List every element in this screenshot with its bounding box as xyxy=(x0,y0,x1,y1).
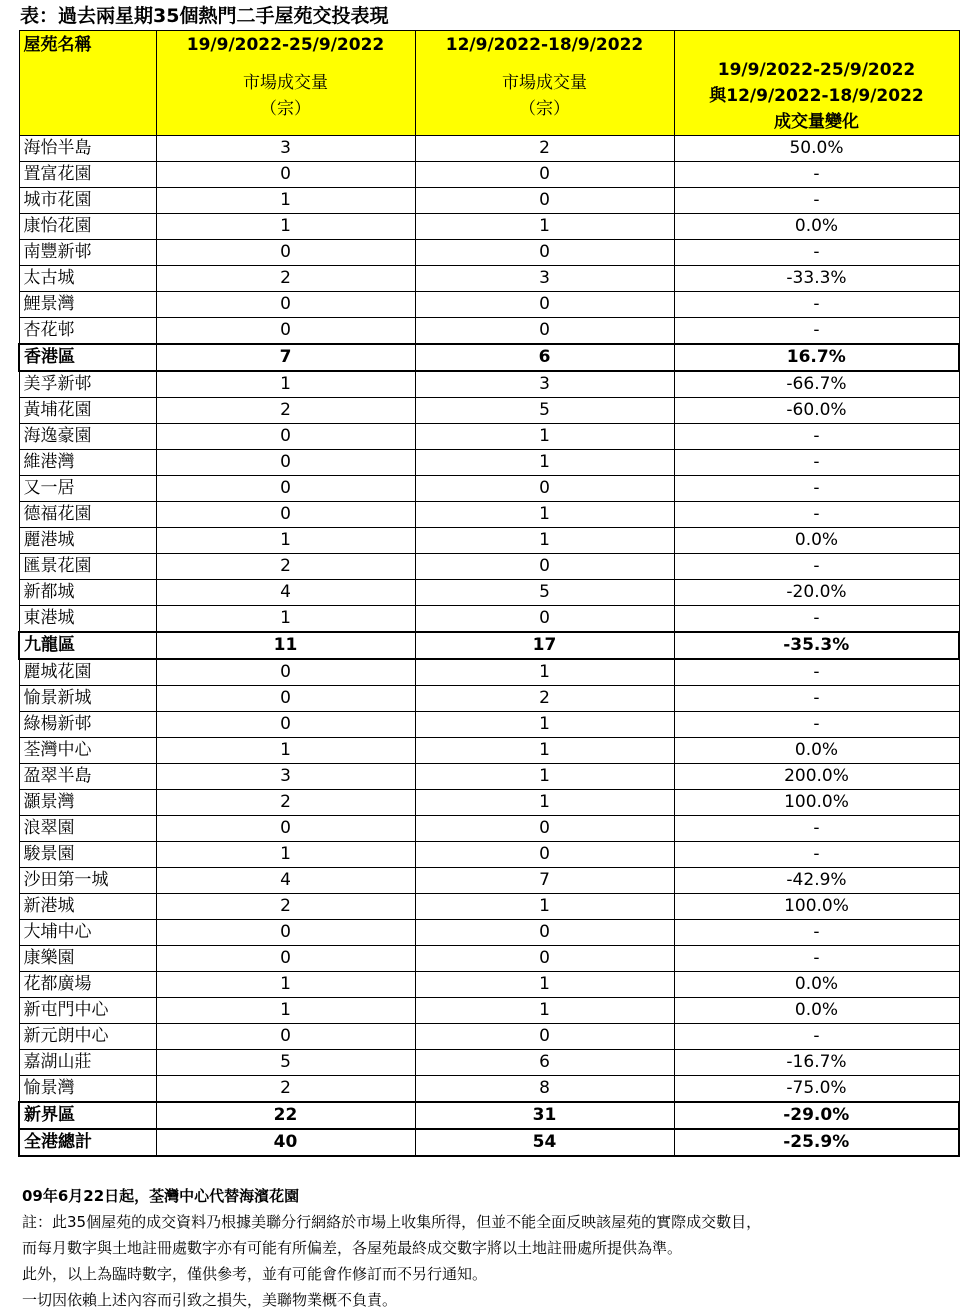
period-1-volume-cell: 0 xyxy=(156,162,415,188)
change-cell: 200.0% xyxy=(674,764,959,790)
estate-name-cell: 杏花邨 xyxy=(19,318,156,345)
header-period-2-volume: 市場成交量 xyxy=(502,73,587,93)
subtotal-row xyxy=(19,344,959,371)
header-period-1 xyxy=(156,31,415,136)
estate-name-cell: 灝景灣 xyxy=(19,790,156,816)
change-cell: - xyxy=(674,162,959,188)
header-period-1-volume: 市場成交量 xyxy=(243,73,328,93)
estate-name-cell: 南豐新邨 xyxy=(19,240,156,266)
change-cell: 16.7% xyxy=(674,344,959,371)
period-1-volume-cell: 11 xyxy=(156,632,415,659)
table-row xyxy=(19,790,959,816)
estate-name-cell: 又一居 xyxy=(19,476,156,502)
period-2-volume-cell: 6 xyxy=(415,1050,674,1076)
change-cell: - xyxy=(674,920,959,946)
table-row xyxy=(19,659,959,686)
period-2-volume-cell: 2 xyxy=(415,686,674,712)
period-2-volume-cell: 0 xyxy=(415,476,674,502)
change-cell: -25.9% xyxy=(674,1129,959,1156)
table-row xyxy=(19,868,959,894)
period-2-volume-cell: 1 xyxy=(415,214,674,240)
period-1-volume-cell: 22 xyxy=(156,1102,415,1129)
period-1-volume-cell: 0 xyxy=(156,712,415,738)
period-2-volume-cell: 0 xyxy=(415,946,674,972)
header-period-2-unit: （宗） xyxy=(519,99,570,119)
period-1-volume-cell: 0 xyxy=(156,240,415,266)
table-row xyxy=(19,528,959,554)
period-2-volume-cell: 1 xyxy=(415,450,674,476)
estate-name-cell: 綠楊新邨 xyxy=(19,712,156,738)
table-row xyxy=(19,920,959,946)
change-cell: 50.0% xyxy=(674,136,959,162)
period-1-volume-cell: 4 xyxy=(156,580,415,606)
table-row xyxy=(19,842,959,868)
change-cell: -20.0% xyxy=(674,580,959,606)
table-row xyxy=(19,188,959,214)
estate-name-cell: 海逸豪園 xyxy=(19,424,156,450)
table-row xyxy=(19,371,959,398)
change-cell: -35.3% xyxy=(674,632,959,659)
period-2-volume-cell: 7 xyxy=(415,868,674,894)
estate-name-cell: 康樂園 xyxy=(19,946,156,972)
table-row xyxy=(19,554,959,580)
period-2-volume-cell: 1 xyxy=(415,502,674,528)
change-cell: -29.0% xyxy=(674,1102,959,1129)
period-2-volume-cell: 1 xyxy=(415,659,674,686)
table-row xyxy=(19,580,959,606)
period-2-volume-cell: 1 xyxy=(415,894,674,920)
period-1-volume-cell: 0 xyxy=(156,502,415,528)
change-cell: - xyxy=(674,502,959,528)
header-change-line-3: 成交量變化 xyxy=(774,112,859,132)
change-cell: - xyxy=(674,659,959,686)
estate-name-cell: 愉景灣 xyxy=(19,1076,156,1103)
period-1-volume-cell: 0 xyxy=(156,292,415,318)
table-title: 表：過去兩星期35個熱門二手屋苑交投表現 xyxy=(20,5,389,27)
period-2-volume-cell: 5 xyxy=(415,580,674,606)
change-cell: 100.0% xyxy=(674,894,959,920)
period-1-volume-cell: 0 xyxy=(156,946,415,972)
change-cell: - xyxy=(674,240,959,266)
subtotal-row xyxy=(19,1102,959,1129)
period-1-volume-cell: 1 xyxy=(156,371,415,398)
table-row xyxy=(19,686,959,712)
change-cell: 0.0% xyxy=(674,214,959,240)
period-2-volume-cell: 0 xyxy=(415,554,674,580)
table-row xyxy=(19,292,959,318)
header-period-1-dates: 19/9/2022-25/9/2022 xyxy=(186,35,385,55)
estate-name-cell: 浪翠園 xyxy=(19,816,156,842)
period-2-volume-cell: 1 xyxy=(415,712,674,738)
estate-name-cell: 新屯門中心 xyxy=(19,998,156,1024)
change-cell: -60.0% xyxy=(674,398,959,424)
estate-name-cell: 太古城 xyxy=(19,266,156,292)
estate-name-cell: 盈翠半島 xyxy=(19,764,156,790)
footnote-disclaimer-2: 而每月數字與土地註冊處數字亦有可能有所偏差，各屋苑最終成交數字將以土地註冊處所提供為準。 xyxy=(22,1239,683,1257)
period-1-volume-cell: 0 xyxy=(156,659,415,686)
period-2-volume-cell: 17 xyxy=(415,632,674,659)
estate-name-cell: 新都城 xyxy=(19,580,156,606)
estate-name-cell: 美孚新邨 xyxy=(19,371,156,398)
period-1-volume-cell: 3 xyxy=(156,764,415,790)
table-row xyxy=(19,424,959,450)
table-row xyxy=(19,502,959,528)
period-1-volume-cell: 2 xyxy=(156,894,415,920)
period-2-volume-cell: 5 xyxy=(415,398,674,424)
table-row xyxy=(19,1050,959,1076)
period-1-volume-cell: 2 xyxy=(156,790,415,816)
period-2-volume-cell: 1 xyxy=(415,424,674,450)
header-change-line-1: 19/9/2022-25/9/2022 xyxy=(717,60,916,80)
table-row xyxy=(19,214,959,240)
estate-name-cell: 大埔中心 xyxy=(19,920,156,946)
table-row xyxy=(19,240,959,266)
table-row xyxy=(19,318,959,345)
period-1-volume-cell: 0 xyxy=(156,318,415,345)
estate-name-cell: 麗城花園 xyxy=(19,659,156,686)
estate-name-cell: 九龍區 xyxy=(19,632,156,659)
estate-name-cell: 新界區 xyxy=(19,1102,156,1129)
change-cell: -75.0% xyxy=(674,1076,959,1103)
estate-name-cell: 匯景花園 xyxy=(19,554,156,580)
estate-name-cell: 嘉湖山莊 xyxy=(19,1050,156,1076)
table-row xyxy=(19,764,959,790)
period-1-volume-cell: 5 xyxy=(156,1050,415,1076)
estate-name-cell: 東港城 xyxy=(19,606,156,633)
period-1-volume-cell: 1 xyxy=(156,528,415,554)
period-2-volume-cell: 1 xyxy=(415,738,674,764)
period-1-volume-cell: 3 xyxy=(156,136,415,162)
table-row xyxy=(19,894,959,920)
estate-name-cell: 花都廣場 xyxy=(19,972,156,998)
estate-name-cell: 全港總計 xyxy=(19,1129,156,1156)
header-estate-name: 屋苑名稱 xyxy=(19,31,156,136)
period-2-volume-cell: 0 xyxy=(415,606,674,633)
table-row xyxy=(19,712,959,738)
estate-name-cell: 海怡半島 xyxy=(19,136,156,162)
change-cell: -42.9% xyxy=(674,868,959,894)
change-cell: - xyxy=(674,292,959,318)
period-2-volume-cell: 0 xyxy=(415,188,674,214)
footnote-replacement: 09年6月22日起，荃灣中心代替海濱花園 xyxy=(22,1187,300,1205)
period-2-volume-cell: 1 xyxy=(415,998,674,1024)
table-row xyxy=(19,738,959,764)
estate-name-cell: 荃灣中心 xyxy=(19,738,156,764)
table-row xyxy=(19,972,959,998)
period-1-volume-cell: 0 xyxy=(156,686,415,712)
table-row xyxy=(19,1076,959,1103)
change-cell: -33.3% xyxy=(674,266,959,292)
period-2-volume-cell: 1 xyxy=(415,972,674,998)
period-1-volume-cell: 2 xyxy=(156,398,415,424)
header-period-2 xyxy=(415,31,674,136)
period-2-volume-cell: 0 xyxy=(415,318,674,345)
change-cell: - xyxy=(674,686,959,712)
change-cell: -66.7% xyxy=(674,371,959,398)
header-period-1-unit: （宗） xyxy=(260,99,311,119)
period-1-volume-cell: 1 xyxy=(156,738,415,764)
estate-name-cell: 鯉景灣 xyxy=(19,292,156,318)
period-2-volume-cell: 31 xyxy=(415,1102,674,1129)
period-1-volume-cell: 2 xyxy=(156,554,415,580)
header-change-line-2: 與12/9/2022-18/9/2022 xyxy=(709,86,924,106)
estate-name-cell: 維港灣 xyxy=(19,450,156,476)
table-row xyxy=(19,946,959,972)
change-cell: - xyxy=(674,946,959,972)
period-2-volume-cell: 1 xyxy=(415,790,674,816)
estate-name-cell: 城市花園 xyxy=(19,188,156,214)
change-cell: - xyxy=(674,712,959,738)
change-cell: - xyxy=(674,554,959,580)
table-row xyxy=(19,266,959,292)
period-1-volume-cell: 0 xyxy=(156,476,415,502)
period-2-volume-cell: 0 xyxy=(415,816,674,842)
header-period-2-dates: 12/9/2022-18/9/2022 xyxy=(445,35,644,55)
period-2-volume-cell: 6 xyxy=(415,344,674,371)
table-row xyxy=(19,136,959,162)
change-cell: - xyxy=(674,476,959,502)
table-row xyxy=(19,162,959,188)
footnote-disclaimer-1: 註：此35個屋苑的成交資料乃根據美聯分行網絡於市場上收集所得，但並不能全面反映該屋苑的實際成交數目， xyxy=(22,1213,762,1231)
footnote-disclaimer-4: 一切因依賴上述內容而引致之損失，美聯物業概不負責。 xyxy=(22,1291,398,1309)
period-1-volume-cell: 0 xyxy=(156,424,415,450)
table-row xyxy=(19,398,959,424)
change-cell: -16.7% xyxy=(674,1050,959,1076)
period-1-volume-cell: 0 xyxy=(156,816,415,842)
period-1-volume-cell: 1 xyxy=(156,606,415,633)
table-row xyxy=(19,476,959,502)
estate-name-cell: 黃埔花園 xyxy=(19,398,156,424)
period-2-volume-cell: 3 xyxy=(415,266,674,292)
estate-name-cell: 置富花園 xyxy=(19,162,156,188)
period-2-volume-cell: 8 xyxy=(415,1076,674,1103)
period-2-volume-cell: 1 xyxy=(415,764,674,790)
period-2-volume-cell: 0 xyxy=(415,292,674,318)
change-cell: - xyxy=(674,318,959,345)
estate-name-cell: 駿景園 xyxy=(19,842,156,868)
table-row xyxy=(19,606,959,633)
estate-name-cell: 康怡花園 xyxy=(19,214,156,240)
estate-name-cell: 德福花園 xyxy=(19,502,156,528)
period-1-volume-cell: 0 xyxy=(156,1024,415,1050)
table-row xyxy=(19,1024,959,1050)
estate-name-cell: 麗港城 xyxy=(19,528,156,554)
estate-name-cell: 愉景新城 xyxy=(19,686,156,712)
period-2-volume-cell: 0 xyxy=(415,842,674,868)
period-2-volume-cell: 0 xyxy=(415,1024,674,1050)
change-cell: - xyxy=(674,606,959,633)
period-1-volume-cell: 2 xyxy=(156,266,415,292)
table-body xyxy=(19,136,959,1157)
estate-name-cell: 香港區 xyxy=(19,344,156,371)
header-row xyxy=(19,31,959,136)
change-cell: - xyxy=(674,450,959,476)
change-cell: - xyxy=(674,188,959,214)
period-2-volume-cell: 54 xyxy=(415,1129,674,1156)
header-change xyxy=(674,31,959,136)
period-1-volume-cell: 2 xyxy=(156,1076,415,1103)
change-cell: - xyxy=(674,816,959,842)
period-1-volume-cell: 1 xyxy=(156,188,415,214)
period-1-volume-cell: 1 xyxy=(156,972,415,998)
change-cell: - xyxy=(674,424,959,450)
period-1-volume-cell: 4 xyxy=(156,868,415,894)
period-1-volume-cell: 0 xyxy=(156,920,415,946)
change-cell: - xyxy=(674,842,959,868)
period-1-volume-cell: 0 xyxy=(156,450,415,476)
period-2-volume-cell: 1 xyxy=(415,528,674,554)
change-cell: 100.0% xyxy=(674,790,959,816)
period-2-volume-cell: 0 xyxy=(415,162,674,188)
period-1-volume-cell: 40 xyxy=(156,1129,415,1156)
change-cell: 0.0% xyxy=(674,998,959,1024)
period-2-volume-cell: 0 xyxy=(415,240,674,266)
estate-name-cell: 新元朗中心 xyxy=(19,1024,156,1050)
footnotes xyxy=(22,1183,962,1313)
subtotal-row xyxy=(19,1129,959,1156)
change-cell: 0.0% xyxy=(674,972,959,998)
period-1-volume-cell: 7 xyxy=(156,344,415,371)
estate-name-cell: 沙田第一城 xyxy=(19,868,156,894)
table-row xyxy=(19,998,959,1024)
period-2-volume-cell: 3 xyxy=(415,371,674,398)
change-cell: - xyxy=(674,1024,959,1050)
period-1-volume-cell: 1 xyxy=(156,842,415,868)
period-1-volume-cell: 1 xyxy=(156,214,415,240)
table-row xyxy=(19,816,959,842)
period-2-volume-cell: 2 xyxy=(415,136,674,162)
period-2-volume-cell: 0 xyxy=(415,920,674,946)
estate-name-cell: 新港城 xyxy=(19,894,156,920)
transaction-table xyxy=(18,30,960,1157)
footnote-disclaimer-3: 此外，以上為臨時數字，僅供參考，並有可能會作修訂而不另行通知。 xyxy=(22,1265,488,1283)
table-row xyxy=(19,450,959,476)
subtotal-row xyxy=(19,632,959,659)
change-cell: 0.0% xyxy=(674,528,959,554)
change-cell: 0.0% xyxy=(674,738,959,764)
period-1-volume-cell: 1 xyxy=(156,998,415,1024)
